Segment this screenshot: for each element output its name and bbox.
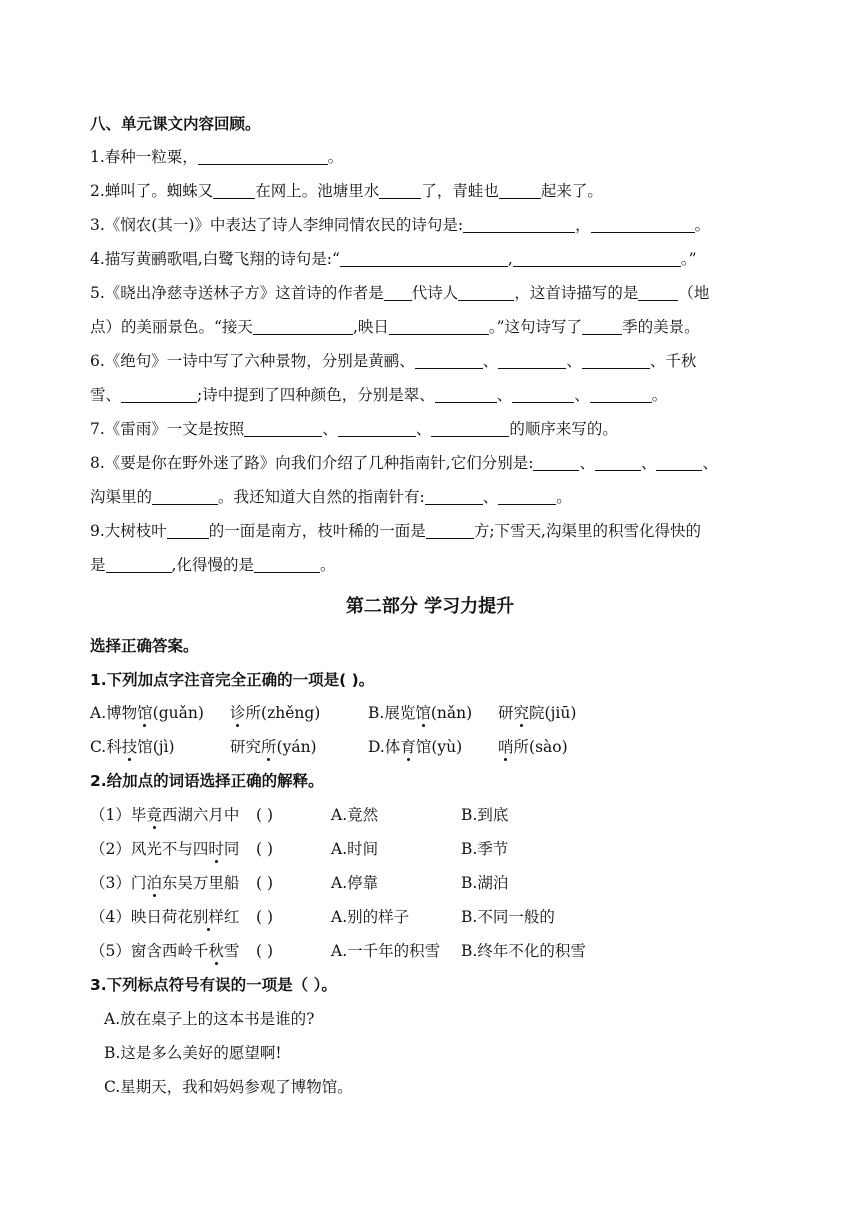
p2-q1-option-b2: 研究院(jiū) [498, 704, 577, 722]
answer-blank[interactable] [384, 284, 412, 301]
p2-q2-option-b-2[interactable]: B.季节 [461, 840, 509, 858]
answer-blank[interactable] [425, 488, 483, 505]
q8-4: 4.描写黄鹂歌唱,白鹭飞翔的诗句是:“ , 。” [90, 250, 697, 268]
part2-instruction: 选择正确答案。 [90, 637, 199, 655]
p2-q2-paren-4[interactable]: ( ) [256, 908, 274, 926]
p2-q1-option-c[interactable]: C.科技馆(jì) [90, 738, 175, 756]
p2-q1-option-a[interactable]: A.博物馆(guǎn) [90, 704, 204, 722]
p2-q1-stem: 1.下列加点字注音完全正确的一项是( )。 [90, 671, 375, 689]
answer-blank[interactable] [591, 216, 695, 233]
answer-blank[interactable] [435, 386, 497, 403]
p2-q2-option-b-1[interactable]: B.到底 [461, 806, 509, 824]
q8-6b: 雪、 ;诗中提到了四种颜色，分别是翠、 、 、 。 [90, 386, 668, 404]
p2-q2-stem: 2.给加点的词语选择正确的解释。 [90, 772, 324, 790]
answer-blank[interactable] [198, 148, 328, 165]
p2-q2-paren-2[interactable]: ( ) [256, 840, 274, 858]
answer-blank[interactable] [338, 420, 416, 437]
answer-blank[interactable] [498, 352, 566, 369]
p2-q2-item-5: （5）窗含西岭千秋雪 [90, 942, 240, 960]
p2-q2-item-3: （3）门泊东吴万里船 [90, 874, 240, 892]
p2-q1-option-d2: 哨所(sào) [498, 738, 568, 756]
p2-q3-option-a[interactable]: A.放在桌子上的这本书是谁的? [104, 1010, 315, 1028]
q8-5a: 5.《晓出净慈寺送林子方》这首诗的作者是 代诗人 ，这首诗描写的是 （地 [90, 284, 710, 302]
answer-blank[interactable] [340, 250, 508, 267]
p2-q2-option-a-4[interactable]: A.别的样子 [331, 908, 410, 926]
part2-title: 第二部分 学习力提升 [345, 596, 515, 617]
answer-blank[interactable] [431, 420, 509, 437]
answer-blank[interactable] [499, 182, 541, 199]
p2-q1-option-d[interactable]: D.体育馆(yù) [368, 738, 463, 756]
p2-q2-option-b-4[interactable]: B.不同一般的 [461, 908, 555, 926]
p2-q3-option-c[interactable]: C.星期天，我和妈妈参观了博物馆。 [104, 1078, 353, 1096]
q8-9b: 是 ,化得慢的是 。 [90, 556, 336, 574]
answer-blank[interactable] [590, 386, 652, 403]
answer-blank[interactable] [513, 250, 681, 267]
q8-3: 3.《悯农(其一)》中表达了诗人李绅同情农民的诗句是: ， 。 [90, 216, 711, 234]
answer-blank[interactable] [463, 216, 575, 233]
answer-blank[interactable] [638, 284, 678, 301]
q8-9a: 9.大树枝叶 的一面是南方，枝叶稀的一面是 方;下雪天,沟渠里的积雪化得快的 [90, 522, 701, 540]
p2-q2-option-b-5[interactable]: B.终年不化的积雪 [461, 942, 586, 960]
answer-blank[interactable] [254, 556, 320, 573]
answer-blank[interactable] [244, 420, 322, 437]
q8-2: 2.蝉叫了。蜘蛛又 在网上。池塘里水 了，青蛙也 起来了。 [90, 182, 603, 200]
p2-q2-option-a-3[interactable]: A.停靠 [331, 874, 379, 892]
answer-blank[interactable] [213, 182, 255, 199]
section8-heading: 八、单元课文内容回顾。 [90, 115, 261, 133]
p2-q1-option-a2: 诊所(zhěng) [230, 704, 321, 722]
q8-5b: 点）的美丽景色。“接天 ,映日 。”这句诗写了 季的美景。 [90, 318, 700, 336]
p2-q2-paren-3[interactable]: ( ) [256, 874, 274, 892]
p2-q2-option-b-3[interactable]: B.湖泊 [461, 874, 509, 892]
p2-q1-option-c2: 研究所(yán) [230, 738, 317, 756]
answer-blank[interactable] [595, 454, 641, 471]
answer-blank[interactable] [656, 454, 702, 471]
answer-blank[interactable] [512, 386, 574, 403]
answer-blank[interactable] [533, 454, 579, 471]
answer-blank[interactable] [253, 318, 353, 335]
p2-q2-item-1: （1）毕竟西湖六月中 [90, 806, 240, 824]
answer-blank[interactable] [582, 318, 622, 335]
p2-q2-option-a-1[interactable]: A.竟然 [331, 806, 379, 824]
p2-q2-option-a-2[interactable]: A.时间 [331, 840, 379, 858]
answer-blank[interactable] [415, 352, 483, 369]
answer-blank[interactable] [106, 556, 172, 573]
answer-blank[interactable] [379, 182, 421, 199]
q8-6a: 6.《绝句》一诗中写了六种景物，分别是黄鹂、 、 、 、千秋 [90, 352, 697, 370]
p2-q2-paren-1[interactable]: ( ) [256, 806, 274, 824]
answer-blank[interactable] [389, 318, 489, 335]
p2-q3-stem: 3.下列标点符号有误的一项是（ ）。 [90, 976, 337, 994]
answer-blank[interactable] [458, 284, 514, 301]
p2-q3-option-b[interactable]: B.这是多么美好的愿望啊! [104, 1044, 282, 1062]
q8-7: 7.《雷雨》一文是按照 、 、 的顺序来写的。 [90, 420, 618, 438]
q8-8b: 沟渠里的 。我还知道大自然的指南针有: 、 。 [90, 488, 572, 506]
answer-blank[interactable] [498, 488, 556, 505]
answer-blank[interactable] [121, 386, 197, 403]
answer-blank[interactable] [167, 522, 209, 539]
p2-q2-paren-5[interactable]: ( ) [256, 942, 274, 960]
p2-q2-option-a-5[interactable]: A.一千年的积雪 [331, 942, 441, 960]
p2-q2-item-4: （4）映日荷花别样红 [90, 908, 240, 926]
answer-blank[interactable] [582, 352, 650, 369]
answer-blank[interactable] [152, 488, 218, 505]
p2-q2-item-2: （2）风光不与四时同 [90, 840, 240, 858]
answer-blank[interactable] [426, 522, 474, 539]
q8-1: 1.春种一粒粟， 。 [90, 148, 344, 166]
q8-8a: 8.《要是你在野外迷了路》向我们介绍了几种指南针,它们分别是: 、 、 、 [90, 454, 718, 472]
p2-q1-option-b[interactable]: B.展览馆(nǎn) [368, 704, 473, 722]
